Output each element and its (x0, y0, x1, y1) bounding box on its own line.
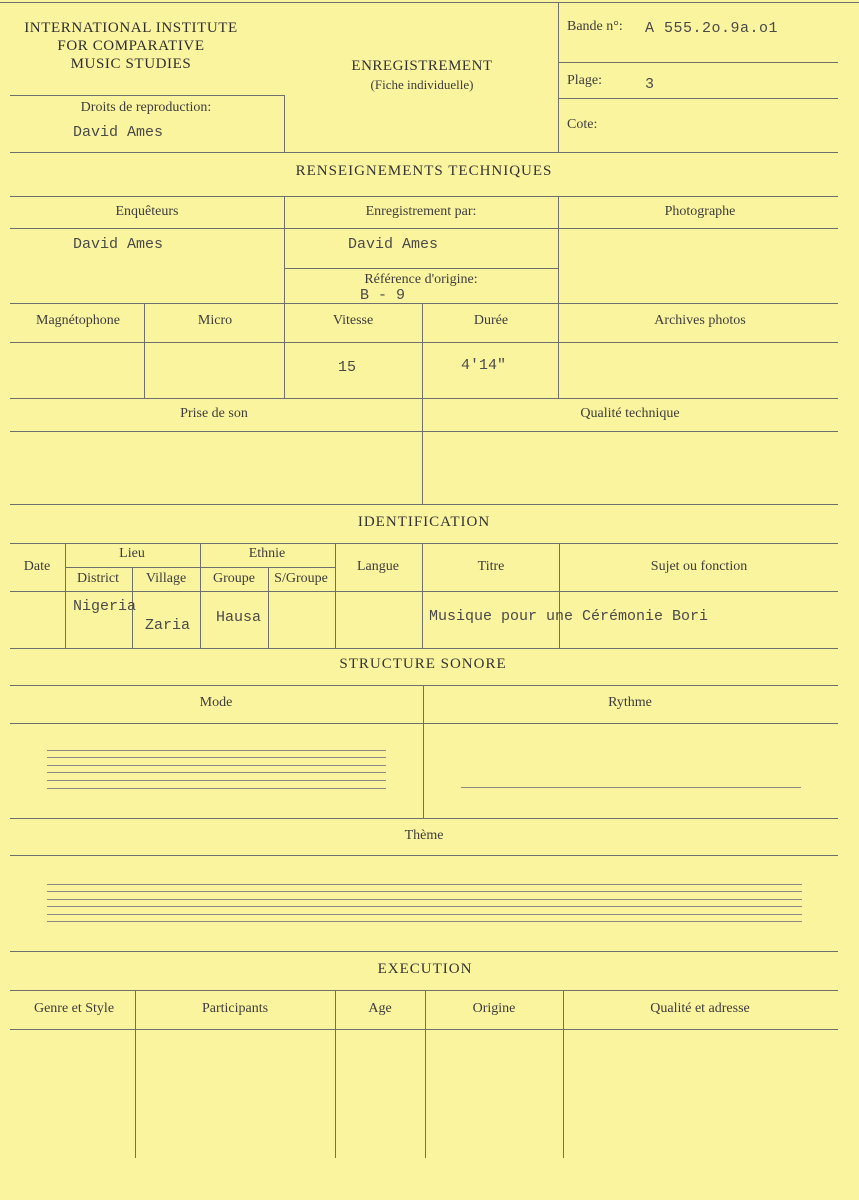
micro-label: Micro (197, 313, 233, 328)
rule (422, 303, 423, 398)
rule (10, 818, 838, 819)
writing-line (47, 891, 802, 892)
enqueteurs-value: David Ames (73, 236, 164, 253)
writing-line (47, 906, 802, 907)
village-value: Zaria (145, 617, 191, 634)
rule (10, 342, 838, 343)
date-label: Date (23, 559, 51, 574)
rule (10, 543, 838, 544)
form-title: ENREGISTREMENT (351, 58, 493, 74)
langue-label: Langue (357, 559, 399, 574)
reference-value: B - 9 (360, 287, 406, 304)
rights-label: Droits de reproduction: (80, 100, 212, 115)
photographe-label: Photographe (664, 204, 736, 219)
sujet-label: Sujet ou fonction (650, 559, 748, 574)
section-execution-header: EXECUTION (377, 961, 473, 977)
qualite-technique-label: Qualité technique (580, 406, 680, 421)
rule (335, 543, 336, 648)
groupe-value: Hausa (216, 609, 262, 626)
writing-line (47, 765, 386, 766)
rule (284, 95, 285, 152)
origine-label: Origine (472, 1001, 516, 1016)
theme-label: Thème (404, 828, 444, 843)
writing-line (47, 772, 386, 773)
sgroupe-label: S/Groupe (274, 571, 328, 586)
rule (10, 648, 838, 649)
qualite-adresse-label: Qualité et adresse (650, 1001, 750, 1016)
rule (10, 951, 838, 952)
rule (563, 990, 564, 1158)
rule (558, 196, 559, 398)
plage-label: Plage: (567, 73, 602, 88)
lieu-label: Lieu (119, 546, 145, 561)
rule (10, 95, 284, 96)
rights-value: David Ames (73, 124, 164, 141)
rule (200, 543, 201, 648)
rule (10, 855, 838, 856)
district-value: Nigeria (73, 598, 137, 615)
titre-value: Musique pour une Cérémonie Bori (429, 608, 709, 625)
rule (10, 431, 838, 432)
groupe-label: Groupe (213, 571, 255, 586)
village-label: Village (145, 571, 187, 586)
writing-line (47, 914, 802, 915)
rule (10, 591, 838, 592)
rule (10, 228, 838, 229)
rule (558, 2, 559, 152)
writing-line (47, 884, 802, 885)
rule (268, 567, 269, 648)
prise-label: Prise de son (180, 406, 248, 421)
rule (10, 723, 838, 724)
rule (335, 990, 336, 1158)
section-technical-header: RENSEIGNEMENTS TECHNIQUES (295, 163, 553, 179)
magnetophone-label: Magnétophone (36, 313, 120, 328)
rule (284, 268, 558, 269)
duree-label: Durée (473, 313, 509, 328)
archives-label: Archives photos (654, 313, 746, 328)
writing-line (47, 757, 386, 758)
cote-label: Cote: (567, 117, 598, 132)
rule (284, 196, 285, 398)
enqueteurs-label: Enquêteurs (115, 204, 179, 219)
enregistrement-value: David Ames (348, 236, 439, 253)
rule (135, 990, 136, 1158)
titre-label: Titre (477, 559, 505, 574)
mode-label: Mode (199, 695, 233, 710)
rule (558, 62, 838, 63)
rule (65, 543, 66, 648)
writing-line (47, 899, 802, 900)
rule (0, 2, 859, 3)
institute-name (6, 19, 256, 73)
ethnie-label: Ethnie (248, 546, 286, 561)
plage-value: 3 (645, 76, 655, 93)
institute-line: MUSIC STUDIES (70, 56, 192, 72)
vitesse-value: 15 (338, 359, 357, 376)
writing-line (47, 750, 386, 751)
participants-label: Participants (201, 1001, 269, 1016)
district-label: District (77, 571, 119, 586)
bande-value: A 555.2o.9a.o1 (645, 20, 779, 37)
enregistrement-label: Enregistrement par: (365, 204, 477, 219)
rule (558, 98, 838, 99)
rule (422, 398, 423, 504)
rule (425, 990, 426, 1158)
duree-value: 4'14" (461, 357, 507, 374)
vitesse-label: Vitesse (332, 313, 374, 328)
rule (10, 504, 838, 505)
rule (144, 303, 145, 398)
age-label: Age (368, 1001, 392, 1016)
writing-line (47, 921, 802, 922)
form-subtitle: (Fiche individuelle) (370, 77, 474, 92)
writing-line (47, 780, 386, 781)
rule (10, 152, 838, 153)
writing-line (47, 788, 386, 789)
writing-line (461, 787, 801, 788)
rule (422, 543, 423, 648)
rule (10, 196, 838, 197)
rule (559, 543, 560, 648)
rule (10, 398, 838, 399)
bande-label: Bande n°: (567, 19, 623, 34)
genre-label: Genre et Style (33, 1001, 115, 1016)
rule (10, 685, 838, 686)
institute-line: INTERNATIONAL INSTITUTE (24, 20, 238, 36)
rule (65, 567, 335, 568)
rule (423, 685, 424, 818)
rythme-label: Rythme (608, 695, 652, 710)
rule (10, 303, 838, 304)
section-structure-header: STRUCTURE SONORE (339, 656, 507, 672)
section-identification-header: IDENTIFICATION (357, 514, 491, 530)
institute-line: FOR COMPARATIVE (57, 38, 205, 54)
reference-label: Référence d'origine: (364, 272, 478, 287)
